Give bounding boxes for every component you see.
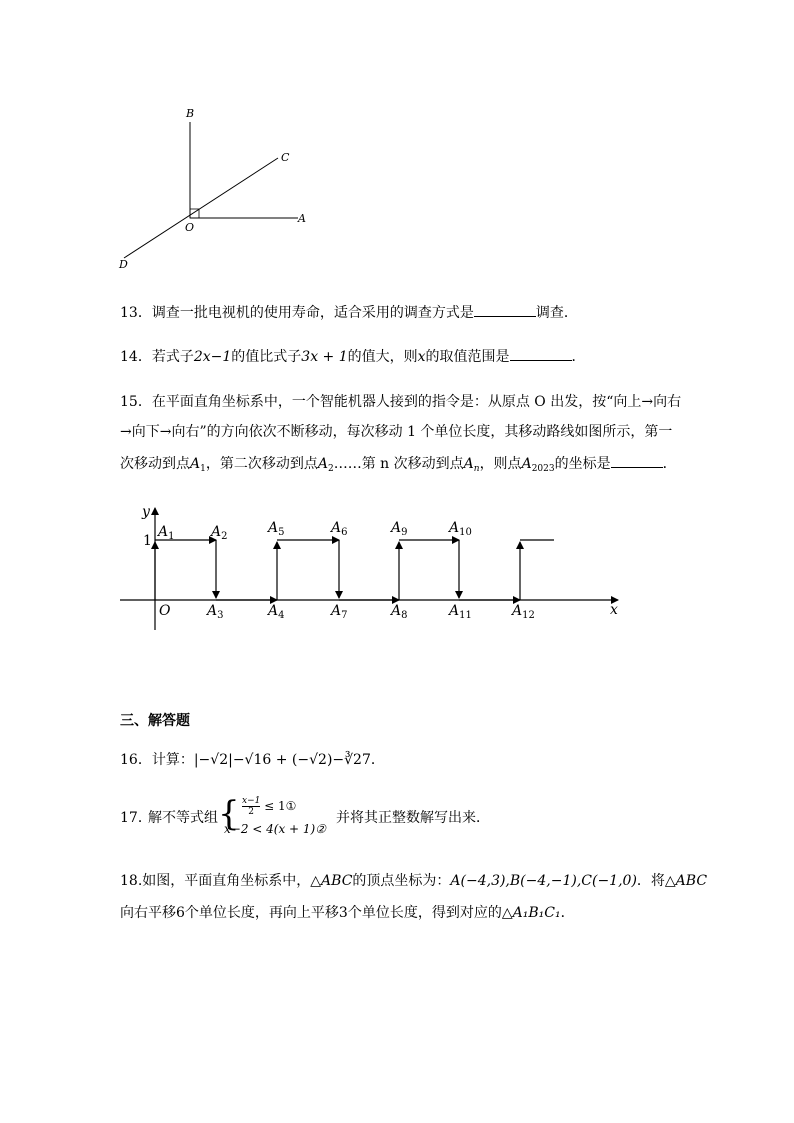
q15-line3-d: ，则点 xyxy=(479,456,522,472)
q16-number: 16． xyxy=(120,752,152,768)
label-a7: $A_7$ xyxy=(331,603,348,621)
label-a10: $A_{10}$ xyxy=(449,520,472,538)
q18-line2-d: ． xyxy=(560,905,575,921)
label-c: C xyxy=(281,151,290,164)
question-18-line-2 xyxy=(120,904,575,922)
label-d: D xyxy=(119,258,128,271)
q17-inequality-1 xyxy=(242,796,296,817)
q15-line1: 在平面直角坐标系中，一个智能机器人接到的指令是：从原点 O 出发，按“向上→向右 xyxy=(151,394,682,410)
q15-point-a2023: $A_{2023}$ xyxy=(521,456,555,474)
q14-number: 14． xyxy=(120,349,152,365)
q17-numerator: x−1 xyxy=(242,796,261,806)
q17-inequality-2: x−2 < 4(x + 1)② xyxy=(224,822,326,836)
question-13 xyxy=(120,304,578,322)
question-15-line-2 xyxy=(120,423,672,441)
q14-expr-2: 3x + 1 xyxy=(301,349,348,365)
q18-line2-a: 向右平移 xyxy=(120,905,176,921)
question-16 xyxy=(120,751,385,769)
q15-line3-f: ． xyxy=(662,456,677,472)
robot-path-figure xyxy=(110,500,630,635)
q13-text: 调查一批电视机的使用寿命，适合采用的调查方式是 xyxy=(151,305,474,321)
question-14 xyxy=(120,348,586,366)
q18-triangle-abc-2: △ABC xyxy=(664,873,708,889)
origin-label: O xyxy=(159,603,171,619)
path-segments xyxy=(155,540,554,600)
q15-line3-e: 的坐标是 xyxy=(554,456,611,472)
q14-answer-blank[interactable] xyxy=(510,348,572,361)
q17-after: 并将其正整数解写出来． xyxy=(336,810,490,826)
q18-six: 6 xyxy=(176,905,185,921)
q18-triangle-abc: △ABC xyxy=(310,873,353,889)
label-o: O xyxy=(185,221,195,234)
label-a5: $A_5$ xyxy=(268,520,285,538)
q18-three: 3 xyxy=(338,905,348,921)
q13-number: 13． xyxy=(120,305,152,321)
axis-y-label: y xyxy=(142,504,150,520)
question-15-line-1 xyxy=(120,393,681,411)
q18-triangle-a1b1c1: △A₁B₁C₁ xyxy=(501,905,561,921)
q15-point-a1: $A_1$ xyxy=(190,456,206,474)
label-a9: $A_9$ xyxy=(391,520,408,538)
q15-answer-blank[interactable] xyxy=(611,455,663,468)
line-dc xyxy=(124,158,278,258)
q16-end: ． xyxy=(370,752,385,768)
q14-text-3: 的值大，则 xyxy=(347,349,418,365)
q15-line2: →向下→向右”的方向依次不断移动，每次移动 1 个单位长度，其移动路线如图所示，第一 xyxy=(120,424,673,440)
label-a: A xyxy=(298,212,306,225)
question-15-line-3 xyxy=(120,455,677,478)
q15-number: 15． xyxy=(120,394,152,410)
q18-coordinates: A(−4,3),B(−4,−1),C(−1,0) xyxy=(450,873,637,889)
q15-line3-b: ，第二次移动到点 xyxy=(205,456,318,472)
tick-one-label: 1 xyxy=(143,533,152,549)
label-a1: $A_1$ xyxy=(158,524,175,542)
q17-denominator: 2 xyxy=(248,807,255,817)
q13-text-after: 调查． xyxy=(535,305,578,321)
q16-text: 计算： xyxy=(151,752,194,768)
q17-number: 17． xyxy=(120,810,152,826)
label-a11: $A_{11}$ xyxy=(449,603,472,621)
label-a4: $A_4$ xyxy=(268,603,285,621)
q18-line2-c: 个单位长度，得到对应的 xyxy=(347,905,502,921)
axis-x-label: x xyxy=(610,602,618,618)
q18-line1-a: 如图，平面直角坐标系中， xyxy=(142,873,311,889)
label-a12: $A_{12}$ xyxy=(512,603,535,621)
q15-line3-a: 次移动到点 xyxy=(120,456,190,472)
label-a3: $A_3$ xyxy=(207,603,224,621)
label-a6: $A_6$ xyxy=(331,520,348,538)
q15-line3-c: ……第 n 次移动到点 xyxy=(333,456,464,472)
q15-point-an: $A_n$ xyxy=(463,456,480,474)
question-18-line-1 xyxy=(120,872,707,890)
q14-text-1: 若式子 xyxy=(151,349,194,365)
q18-line1-c: ．将 xyxy=(636,873,665,889)
q18-line2-b: 个单位长度，再向上平移 xyxy=(184,905,339,921)
q17-text: 解不等式组 xyxy=(148,810,218,826)
q14-text-5: ． xyxy=(571,349,586,365)
q17-brace: { xyxy=(218,794,240,834)
angle-figure xyxy=(110,100,320,280)
q18-number: 18. xyxy=(120,873,143,889)
q14-text-4: 的取值范围是 xyxy=(425,349,510,365)
q14-text-2: 的值比式子 xyxy=(231,349,302,365)
q17-ineq1-rest: ≤ 1① xyxy=(264,799,297,813)
section-title: 三、解答题 xyxy=(120,713,190,729)
q16-expression: |−√2|−√16 + (−√2)−∛27 xyxy=(193,752,371,768)
label-b: B xyxy=(186,107,195,120)
label-a8: $A_8$ xyxy=(391,603,408,621)
q18-line1-b: 的顶点坐标为： xyxy=(352,873,451,889)
q13-answer-blank[interactable] xyxy=(474,304,536,317)
q15-point-a2: $A_2$ xyxy=(317,456,334,474)
q14-expr-1: 2x−1 xyxy=(193,349,232,365)
label-a2: $A_2$ xyxy=(211,524,228,542)
q14-var: x xyxy=(417,349,426,365)
